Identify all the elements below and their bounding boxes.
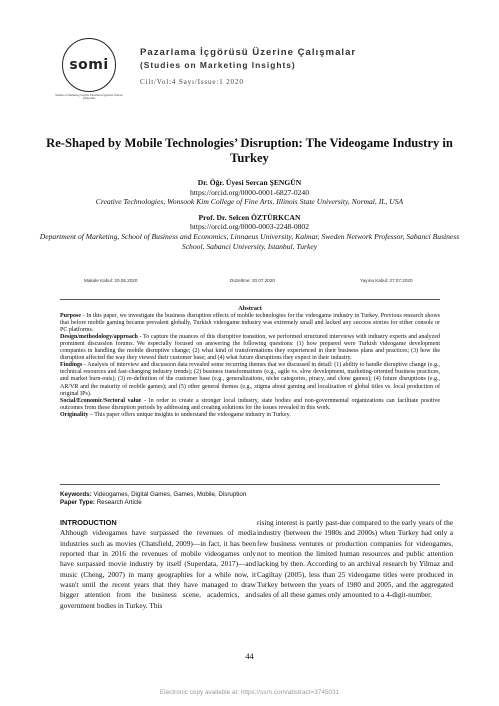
social-text: - In order to create a stronger local industry, state bodies and non-governmental organizations can facilitate positive outcomes from these disruption periods by addressing and creating solutions for the issues revealed in this work.: [60, 397, 440, 411]
paper-type-label: Paper Type:: [60, 499, 95, 507]
intro-right-text: rising interest is partly past-due compared to the early years of the industry (between the 1980s and 2000s) when Turkey had only a few business ventures or production companies for videogames, not to mention the limited human resources and public attention lacking by then. According to an archival research by Yilmaz and Cagiltay (2005), less than 25 videogame titles were produced in Turkey between the years of 1980 and 2005, and the aggregated sales of all these games only amounted to a 4-digit-number.: [257, 518, 453, 600]
journal-logo: [62, 38, 116, 92]
journal-title-en: (Studies on Marketing Insights): [140, 60, 296, 70]
abstract-design: [60, 334, 440, 362]
revised-date: Düzeltme: 20.07.2020: [230, 278, 275, 283]
author-orcid[interactable]: https://orcid.org/0000-0003-2248-0802: [189, 222, 310, 232]
author-name: Prof. Dr. Selcen ÖZTÜRKCAN: [198, 212, 301, 222]
published-date: Yayına Kabul: 27.07.2020: [360, 278, 413, 283]
abstract-originality: [60, 412, 440, 419]
journal-issue: Cilt/Vol:4 Sayı/Issue:1 2020: [140, 78, 244, 86]
originality-text: – This paper offers unique insights to understand the videogame industry in Turkey.: [88, 411, 291, 418]
design-text: - To capture the nuances of this disruptive transition, we performed structured interviews with industry experts and analyzed prominent discussion forums. We especially focused on answering the following questions: (1) how prepared were Turkish videogame development companies in handling the mobile disruptive change; (2) what kind of transformations they experienced in their business plans and practices; (3) how the disruption affected the way they viewed their customer base; and (4) what future disruptions they expect in their industry.: [60, 334, 440, 362]
originality-label: Originality: [60, 411, 89, 418]
findings-label: Findings: [60, 362, 83, 369]
findings-text: - Analysis of interview and discussion data revealed some recurring themes that we discussed in detail: (1) ability to handle disruptive change (e.g., technical resources and fast-changing industry trends); (2) business transformations (e.g., agile vs. slow development, marketing-oriented business practices, and market burn-outs); (3) re-definition of the customer base (e.g., generalizations, niche categories, piracy, and clone games); (4) future disruptions (e.g., AR/VR and the maturity of mobile games); and (5) other general themes (e.g., stigma about gaming and localization of global titles vs. local production of original IPs).: [60, 362, 440, 397]
author-orcid[interactable]: https://orcid.org/0000-0001-6827-0240: [189, 187, 310, 197]
page-number: 44: [245, 651, 254, 661]
paper-title: Re-Shaped by Mobile Technologies’ Disruption: The Videogame Industry in Turkey: [46, 136, 453, 165]
social-label: Social/Economic/Sectoral value: [60, 397, 142, 404]
intro-left-column: [60, 518, 256, 611]
abstract-heading: Abstract: [238, 305, 262, 312]
abstract-social: [60, 398, 440, 412]
received-date: Makale Kabul: 20.06.2020: [84, 278, 138, 283]
author-affiliation: Department of Marketing, School of Business and Economics, Linnaeus University, Kalmar, Sweden Network Professor, Sabanci Business School, Sabanci University, Istanbul, Turkey: [39, 231, 460, 251]
keywords-value: Videogames, Digital Games, Games, Mobile, Disruption: [91, 491, 247, 498]
ssrn-footer[interactable]: Electronic copy available at: https://ssrn.com/abstract=3745031: [159, 689, 340, 696]
logo-text: somi: [69, 57, 109, 73]
keywords-label: Keywords:: [60, 491, 92, 498]
author-block: [30, 178, 469, 251]
journal-title-tr: Pazarlama İçgörüsü Üzerine Çalışmalar: [140, 47, 357, 58]
author-affiliation: Creative Technologies, Wonsook Kim College of Fine Arts, Illinois State University, Normal, IL, USA: [95, 197, 404, 207]
abstract-bottom-rule: [60, 484, 440, 485]
keywords-block: [60, 491, 440, 508]
abstract: [60, 305, 440, 419]
intro-heading: INTRODUCTION: [60, 518, 117, 527]
purpose-text: - In this paper, we investigate the business disruption effects of mobile technologies for the videogame industry in Turkey. Previous research shows that before mobile gaming became prevalent globally, Turkish videogame industry was extremely small and lacked any success stories for either console or PC platforms.: [60, 313, 440, 334]
author-name: Dr. Öğr. Üyesi Sercan ŞENGÜN: [197, 178, 302, 187]
design-label: Design/methodology/approach: [60, 334, 138, 341]
abstract-findings: [60, 362, 440, 397]
logo-subtitle: Studies on Marketing Insights Pazarlama İçgörüsü Üzerine Çalışmalar: [55, 94, 123, 101]
paper-type-value: Research Article: [94, 499, 142, 507]
intro-right-column: [257, 518, 453, 601]
abstract-purpose: [60, 313, 440, 334]
abstract-top-rule: [60, 299, 440, 300]
journal-header: [140, 47, 480, 86]
intro-left-text: Although videogames have surpassed the revenues of media industries such as movies (Chatsfield, 2009)—in fact, it has been reported that in 2016 the revenues of mobile videogames only have surpassed movie industry by itself (Superdata, 2017)—and music (Cheng, 2007) in many geographies for a while now, it wasn't until the recent years that they have managed to draw bigger attention from the business scene, academics, and government bodies in Turkey. This: [60, 528, 256, 610]
purpose-label: Purpose: [60, 313, 81, 320]
